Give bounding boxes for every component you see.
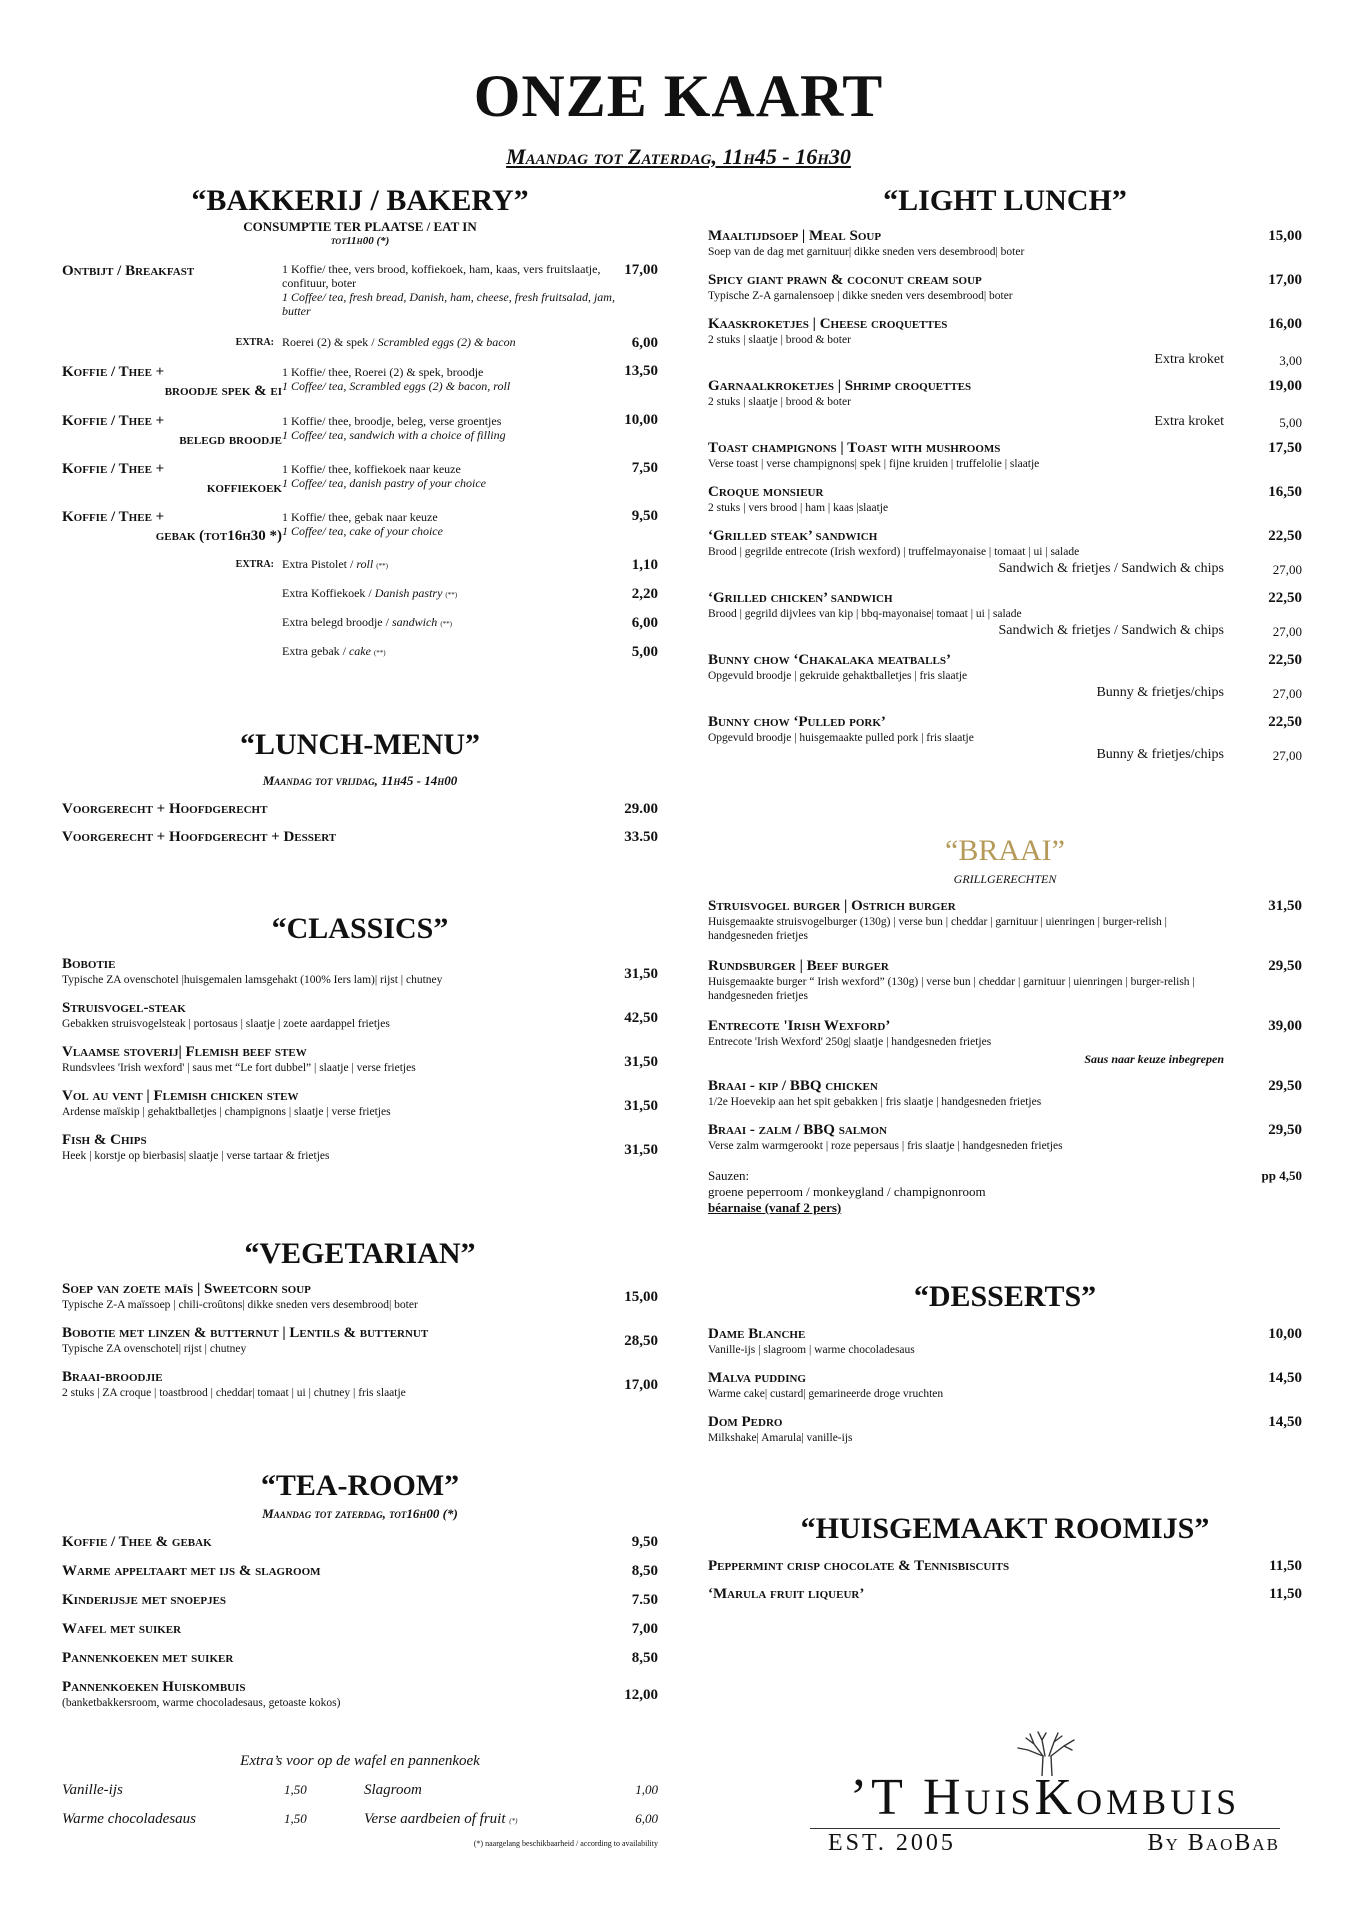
lunch-menu-item: Voorgerecht + Hoofdgerecht 29.00 <box>62 801 658 817</box>
bakery-item-price: 13,50 <box>624 363 658 379</box>
bakery-item: Koffie / Thee + koffiekoek 1 Koffie/ thee, koffiekoek naar keuze 1 Coffee/ tea, danish pastry of your choice 7,50 <box>62 460 658 496</box>
light-lunch-title: “LIGHT LUNCH” <box>883 184 1127 217</box>
bakery-time: tot11h00 (*) <box>330 235 390 247</box>
logo <box>790 1730 1300 1860</box>
bakery-extra-row: Extra Koffiekoek / Danish pastry (**) 2,20 <box>282 586 658 602</box>
light-lunch-item: Bunny chow ‘Chakalaka meatballs’ Opgevuld broodje | gekruide gehaktballetjes | fris slaatje 22,50 Bunny & frietjes/chips 27,00 <box>708 652 1302 701</box>
roomijs-item: Peppermint crisp chocolate & Tennisbiscuits 11,50 <box>708 1558 1302 1574</box>
vegetarian-title: “VEGETARIAN” <box>244 1237 476 1270</box>
tearoom-item: Wafel met suiker 7,00 <box>62 1621 658 1637</box>
desserts-title: “DESSERTS” <box>913 1280 1097 1313</box>
bakery-item: Koffie / Thee + gebak (tot16h30 *) 1 Koffie/ thee, gebak naar keuze 1 Coffee/ tea, cake of your choice 9,50 <box>62 508 658 544</box>
light-lunch-item: Bunny chow ‘Pulled pork’ Opgevuld broodje | huisgemaakte pulled pork | fris slaatje 22,50 Bunny & frietjes/chips 27,00 <box>708 714 1302 763</box>
braai-item: Braai - zalm / BBQ salmon Verse zalm warmgerookt | roze pepersaus | fris slaatje | handgesneden frietjes 29,50 <box>708 1122 1302 1152</box>
logo-est: EST. 2005 <box>828 1830 956 1856</box>
bakery-item-price: 7,50 <box>631 460 658 476</box>
bakery-subtitle: CONSUMPTIE TER PLAATSE / EAT IN <box>243 219 477 234</box>
tearoom-subtitle: Maandag tot zaterdag, tot16h00 (*) <box>262 1506 458 1521</box>
bakery-item-price: 17,00 <box>624 262 658 278</box>
tearoom-item: Pannenkoeken Huiskombuis (banketbakkersroom, warme chocoladesaus, getoaste kokos) 12,00 <box>62 1679 658 1709</box>
logo-name: ’T HuisKombuis <box>849 1769 1241 1826</box>
braai-item: Struisvogel burger | Ostrich burger Huisgemaakte struisvogelburger (130g) | verse bun | cheddar | garnituur | uienringen | burger-relish | handgesneden frietjes 31,50 <box>708 898 1302 942</box>
braai-note: Saus naar keuze inbegrepen <box>1084 1052 1224 1066</box>
braai-sauces: Sauzen: groene peperroom / monkeygland / champignonroom béarnaise (vanaf 2 pers) pp 4,50 <box>708 1168 1302 1215</box>
light-lunch-item: Kaaskroketjes | Cheese croquettes 2 stuks | slaatje | brood & boter 16,00 Extra kroket 3,00 <box>708 316 1302 368</box>
classics-item: Vlaamse stoverij| Flemish beef stew Rundsvlees 'Irish wexford' | saus met “Le fort dubbel” | slaatje | verse frietjes 31,50 <box>62 1044 658 1074</box>
classics-item: Fish & Chips Heek | korstje op bierbasis| slaatje | verse tartaar & frietjes 31,50 <box>62 1132 658 1162</box>
braai-item: Rundsburger | Beef burger Huisgemaakte burger “ Irish wexford” (130g) | verse bun | cheddar | garnituur | uienringen | burger-relish | handgesneden frietjes 29,50 <box>708 958 1302 1002</box>
light-lunch-item: Spicy giant prawn & coconut cream soup Typische Z-A garnalensoep | dikke sneden vers desembrood| boter 17,00 <box>708 272 1302 302</box>
bakery-extra-row: Extra belegd broodje / sandwich (**) 6,00 <box>282 615 658 631</box>
tearoom-item: Warme appeltaart met ijs & slagroom 8,50 <box>62 1563 658 1579</box>
light-lunch-item: ‘Grilled steak’ sandwich Brood | gegrilde entrecote (Irish wexford) | truffelmayonaise | tomaat | ui | salade 22,50 Sandwich & frietjes / Sandwich & chips 27,00 <box>708 528 1302 577</box>
roomijs-title: “HUISGEMAAKT ROOMIJS” <box>800 1512 1210 1545</box>
bakery-extra-row: EXTRA: Extra Pistolet / roll (**) 1,10 <box>235 557 658 573</box>
light-lunch-item: Maaltijdsoep | Meal Soup Soep van de dag met garnituur| dikke sneden vers desembrood| boter 15,00 <box>708 228 1302 258</box>
extra-price: 6,00 <box>631 335 658 351</box>
page-subtitle: Maandag tot Zaterdag, 11h45 - 16h30 <box>506 144 851 169</box>
page-title: ONZE KAART <box>473 63 884 129</box>
extra-label: EXTRA: <box>235 337 274 348</box>
footnote: (*) naargelang beschikbaarheid / according to availability <box>473 1839 658 1848</box>
light-lunch-item: Toast champignons | Toast with mushrooms Verse toast | verse champignons| spek | fijne kruiden | truffelolie | slaatje 17,50 <box>708 440 1302 470</box>
classics-item: Bobotie Typische ZA ovenschotel |huisgemalen lamsgehakt (100% Iers lam)| rijst | chutney 31,50 <box>62 956 658 986</box>
braai-title: “BRAAI” <box>945 834 1065 867</box>
braai-subtitle: GRILLGERECHTEN <box>953 872 1057 886</box>
tearoom-title: “TEA-ROOM” <box>260 1469 460 1502</box>
braai-item: Entrecote 'Irish Wexford’ Entrecote 'Irish Wexford' 250g| slaatje | handgesneden frietjes 39,00 Saus naar keuze inbegrepen <box>708 1018 1302 1066</box>
light-lunch-item: Croque monsieur 2 stuks | vers brood | ham | kaas |slaatje 16,50 <box>708 484 1302 514</box>
light-lunch-item: Garnaalkroketjes | Shrimp croquettes 2 stuks | slaatje | brood & boter 19,00 Extra kroket 5,00 <box>708 378 1302 430</box>
light-lunch-item: ‘Grilled chicken’ sandwich Brood | gegrild dijvlees van kip | bbq-mayonaise| tomaat | ui | salade 22,50 Sandwich & frietjes / Sandwich & chips 27,00 <box>708 590 1302 639</box>
dessert-item: Dom Pedro Milkshake| Amarula| vanille-ijs 14,50 <box>708 1414 1302 1444</box>
vegetarian-item: Braai-broodjie 2 stuks | ZA croque | toastbrood | cheddar| tomaat | ui | chutney | fris slaatje 17,00 <box>62 1369 658 1399</box>
bakery-title: “BAKKERIJ / BAKERY” <box>191 184 529 217</box>
tearoom-item: Kinderijsje met snoepjes 7.50 <box>62 1592 658 1608</box>
classics-title: “CLASSICS” <box>271 912 449 945</box>
bakery-item-name: Ontbijt / Breakfast <box>62 263 195 279</box>
roomijs-item: ‘Marula fruit liqueur’ 11,50 <box>708 1586 1302 1602</box>
bakery-item: Koffie / Thee + broodje spek & ei 1 Koffie/ thee, Roerei (2) & spek, broodje 1 Coffee/ tea, Scrambled eggs (2) & bacon, roll 13,50 <box>62 363 658 399</box>
dessert-item: Dame Blanche Vanille-ijs | slagroom | warme chocoladesaus 10,00 <box>708 1326 1302 1356</box>
lunch-menu-subtitle: Maandag tot vrijdag, 11h45 - 14h00 <box>262 773 458 788</box>
tearoom-extras-row: Vanille-ijs 1,50 Slagroom 1,00 <box>62 1782 658 1798</box>
lunch-menu-item: Voorgerecht + Hoofdgerecht + Dessert 33.50 <box>62 829 658 845</box>
bakery-item-price: 9,50 <box>631 508 658 524</box>
tearoom-item: Koffie / Thee & gebak 9,50 <box>62 1534 658 1550</box>
bakery-item: Koffie / Thee + belegd broodje 1 Koffie/ thee, broodje, beleg, verse groentjes 1 Coffee/ tea, sandwich with a choice of filling 10,00 <box>62 412 658 448</box>
lunch-menu-title: “LUNCH-MENU” <box>240 728 480 761</box>
bakery-item <box>62 262 658 322</box>
classics-item: Struisvogel-steak Gebakken struisvogelsteak | portosaus | slaatje | zoete aardappel frietjes 42,50 <box>62 1000 658 1030</box>
braai-item: Braai - kip / BBQ chicken 1/2e Hoevekip aan het spit gebakken | fris slaatje | handgesneden frietjes 29,50 <box>708 1078 1302 1108</box>
bakery-item-desc: 1 Koffie/ thee, vers brood, koffiekoek, ham, kaas, vers fruitslaatje, confituur, boter 1 Coffee/ tea, fresh bread, Danish, ham, cheese, fresh fruitsalad, jam, butter <box>282 262 615 318</box>
tearoom-extras-row: Warme chocoladesaus 1,50 Verse aardbeien of fruit (*) 6,00 <box>62 1811 658 1827</box>
logo-by: By BaoBab <box>1147 1830 1280 1856</box>
bakery-extra-row: EXTRA: Roerei (2) & spek / Scrambled eggs (2) & bacon 6,00 <box>62 335 658 355</box>
tearoom-item: Pannenkoeken met suiker 8,50 <box>62 1650 658 1666</box>
bakery-extra-row: Extra gebak / cake (**) 5,00 <box>282 644 658 660</box>
vegetarian-item: Soep van zoete maïs | Sweetcorn soup Typische Z-A maïssoep | chili-croûtons| dikke sneden vers desembrood| boter 15,00 <box>62 1281 658 1311</box>
tearoom-extras-title: Extra’s voor op de wafel en pannenkoek <box>240 1753 480 1769</box>
logo-divider <box>810 1828 1280 1829</box>
dessert-item: Malva pudding Warme cake| custard| gemarineerde droge vruchten 14,50 <box>708 1370 1302 1400</box>
classics-item: Vol au vent | Flemish chicken stew Ardense maïskip | gehaktballetjes | champignons | slaatje | verse frietjes 31,50 <box>62 1088 658 1118</box>
vegetarian-item: Bobotie met linzen & butternut | Lentils & butternut Typische ZA ovenschotel| rijst | chutney 28,50 <box>62 1325 658 1355</box>
bakery-item-price: 10,00 <box>624 412 658 428</box>
